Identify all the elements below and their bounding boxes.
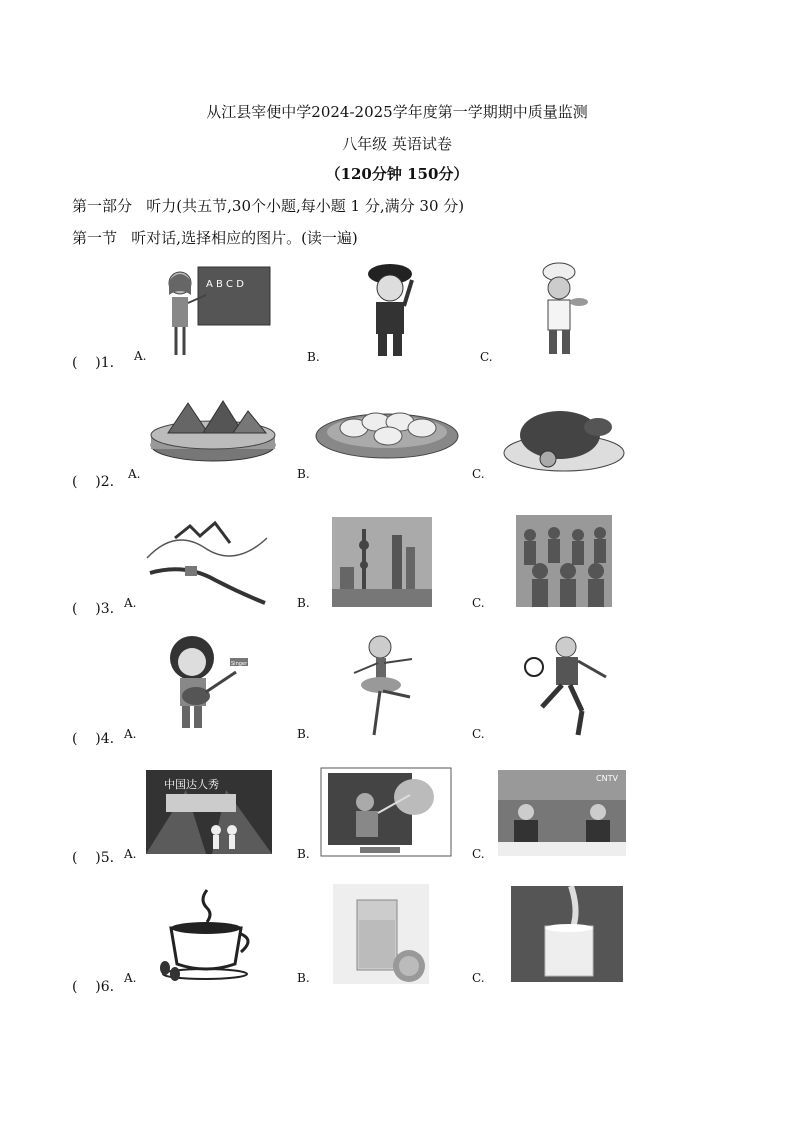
option-label-c: C. <box>472 971 485 985</box>
section-heading: 第一节 听对话,选择相应的图片。(读一遍) <box>72 229 358 247</box>
exam-title: 从江县宰便中学2024-2025学年度第一学期期中质量监测 <box>206 103 588 121</box>
roast-chicken-image <box>502 395 626 475</box>
exam-time-score: （120分钟 150分） <box>325 165 469 183</box>
question-number: ( )6. <box>72 979 115 995</box>
option-label-c: C. <box>472 727 485 741</box>
soccer-player-image <box>522 633 610 741</box>
question-number: ( )3. <box>72 601 115 617</box>
dumplings-image <box>314 400 460 462</box>
option-label-a: A. <box>128 467 141 481</box>
option-label-b: B. <box>297 727 310 741</box>
coffee-cup-image <box>155 888 255 982</box>
option-label-c: C. <box>472 467 485 481</box>
milk-glass-image <box>511 886 623 982</box>
part-heading: 第一部分 听力(共五节,30个小题,每小题 1 分,满分 30 分) <box>72 197 465 215</box>
shanghai-skyline-image <box>332 517 432 607</box>
question-number: ( )1. <box>72 355 115 371</box>
question-number: ( )5. <box>72 850 115 866</box>
option-label-b: B. <box>297 971 310 985</box>
option-label-b: B. <box>297 467 310 481</box>
option-label-c: C. <box>480 350 493 364</box>
option-label-c: C. <box>472 847 485 861</box>
chef-image <box>535 262 590 360</box>
news-program-image <box>498 770 626 856</box>
option-label-c: C. <box>472 596 485 610</box>
question-number: ( )4. <box>72 731 115 747</box>
ballet-dancer-image <box>350 633 416 738</box>
option-label-a: A. <box>124 727 137 741</box>
option-label-b: B. <box>297 596 310 610</box>
option-label-a: A. <box>134 349 147 363</box>
sports-tv-image <box>320 767 452 859</box>
option-label-b: B. <box>297 847 310 861</box>
singer-guitar-image <box>160 630 248 735</box>
terracotta-warriors-image <box>516 515 612 607</box>
tv-title: 中国达人秀 <box>164 778 219 791</box>
option-label-a: A. <box>124 971 137 985</box>
zongzi-image <box>148 395 278 470</box>
juice-glass-image <box>333 884 429 984</box>
exam-subtitle: 八年级 英语试卷 <box>342 135 452 153</box>
option-label-a: A. <box>124 847 137 861</box>
option-label-b: B. <box>307 350 320 364</box>
teacher-image <box>160 265 272 360</box>
option-label-a: A. <box>124 596 137 610</box>
police-officer-image <box>360 262 420 362</box>
svg-text:A B C D: A B C D <box>206 279 244 290</box>
great-wall-image <box>145 518 269 608</box>
talent-show-image <box>146 770 272 854</box>
singer-tag: Singer <box>231 661 248 667</box>
tv-logo: CNTV <box>596 774 618 783</box>
question-number: ( )2. <box>72 474 115 490</box>
